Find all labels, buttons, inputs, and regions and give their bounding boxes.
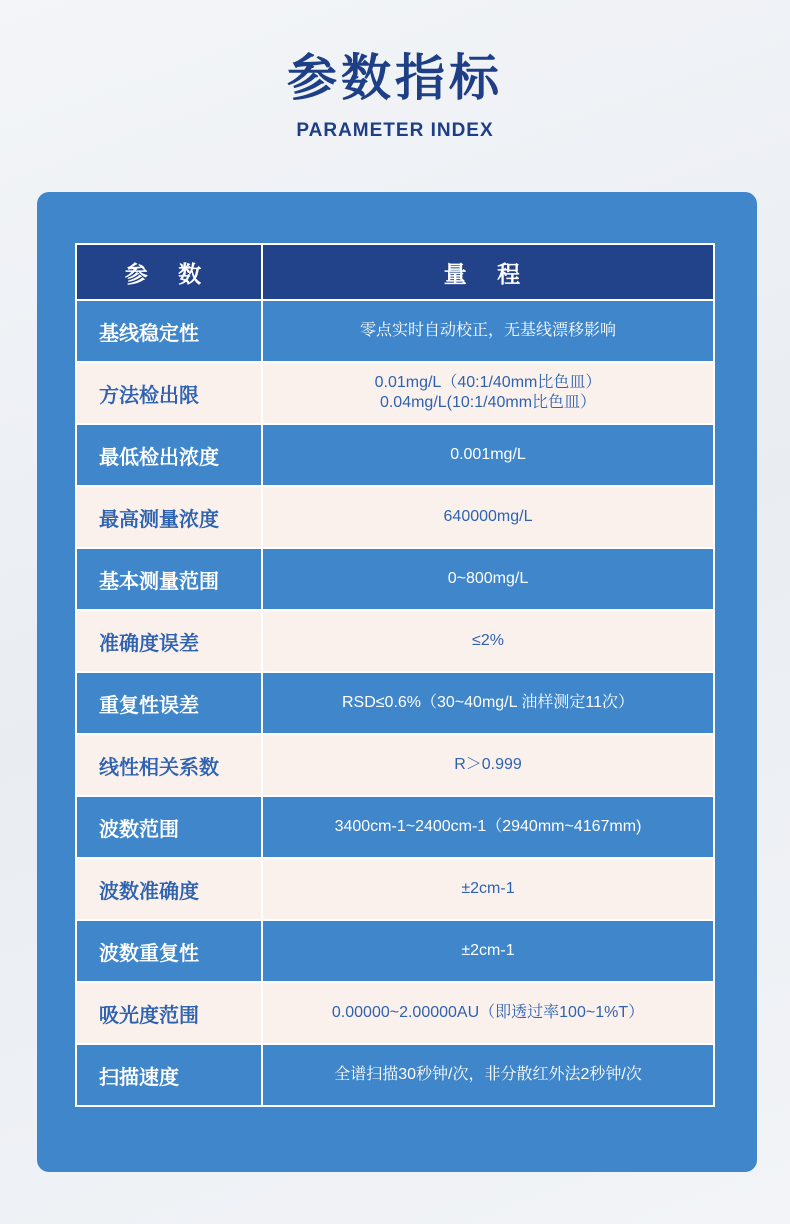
parameter-value <box>262 610 714 672</box>
parameter-name: 重复性误差 <box>76 672 262 734</box>
parameter-value <box>262 1044 714 1106</box>
parameter-value <box>262 362 714 424</box>
parameter-value <box>262 920 714 982</box>
page-subtitle: PARAMETER INDEX <box>296 120 494 141</box>
table-row <box>76 734 714 796</box>
parameter-value-line: 0~800mg/L <box>447 570 529 587</box>
parameter-name: 吸光度范围 <box>76 982 262 1044</box>
parameter-value <box>262 672 714 734</box>
parameter-value-line: 0.01mg/L（40:1/40mm比色皿） <box>374 374 602 391</box>
table-header-row <box>76 244 714 300</box>
parameter-name: 基本测量范围 <box>76 548 262 610</box>
header-range: 量 程 <box>262 244 714 300</box>
table-row <box>76 300 714 362</box>
parameter-name: 扫描速度 <box>76 1044 262 1106</box>
table-row <box>76 362 714 424</box>
parameter-name: 最高测量浓度 <box>76 486 262 548</box>
table-row <box>76 982 714 1044</box>
parameter-value <box>262 300 714 362</box>
parameter-value <box>262 424 714 486</box>
parameter-name: 方法检出限 <box>76 362 262 424</box>
parameter-name: 基线稳定性 <box>76 300 262 362</box>
table-row <box>76 920 714 982</box>
parameter-name: 线性相关系数 <box>76 734 262 796</box>
parameter-value-line: 零点实时自动校正，无基线漂移影响 <box>359 322 616 339</box>
table-row <box>76 796 714 858</box>
table-row <box>76 548 714 610</box>
parameter-name: 波数重复性 <box>76 920 262 982</box>
table-row <box>76 1044 714 1106</box>
parameter-value-line: 640000mg/L <box>443 508 533 525</box>
parameter-value <box>262 796 714 858</box>
parameter-value-line: 0.00000~2.00000AU（即透过率100~1%T） <box>331 1004 645 1021</box>
parameter-value <box>262 858 714 920</box>
parameter-value-line: RSD≤0.6%（30~40mg/L 油样测定11次） <box>341 694 634 711</box>
parameter-table <box>75 243 715 1107</box>
parameter-value <box>262 734 714 796</box>
parameter-value-line: ±2cm-1 <box>461 942 515 959</box>
parameter-name: 波数范围 <box>76 796 262 858</box>
parameter-name: 准确度误差 <box>76 610 262 672</box>
table-row <box>76 672 714 734</box>
parameter-value-line: ±2cm-1 <box>461 880 515 897</box>
header-parameter: 参 数 <box>76 244 262 300</box>
parameter-name: 波数准确度 <box>76 858 262 920</box>
parameter-value-line: 0.04mg/L(10:1/40mm比色皿） <box>379 394 597 411</box>
parameter-value-line: 3400cm-1~2400cm-1（2940mm~4167mm) <box>334 818 642 835</box>
page-title: 参数指标 <box>287 50 503 106</box>
parameter-value <box>262 982 714 1044</box>
table-row <box>76 610 714 672</box>
parameter-name: 最低检出浓度 <box>76 424 262 486</box>
parameter-value-line: R＞0.999 <box>454 756 522 773</box>
parameter-value-line: 0.001mg/L <box>450 446 526 463</box>
table-row <box>76 424 714 486</box>
parameter-value-line: ≤2% <box>472 632 504 649</box>
parameter-value <box>262 486 714 548</box>
parameter-value <box>262 548 714 610</box>
table-row <box>76 858 714 920</box>
parameter-value-line: 全谱扫描30秒钟/次，非分散红外法2秒钟/次 <box>334 1066 642 1083</box>
table-row <box>76 486 714 548</box>
